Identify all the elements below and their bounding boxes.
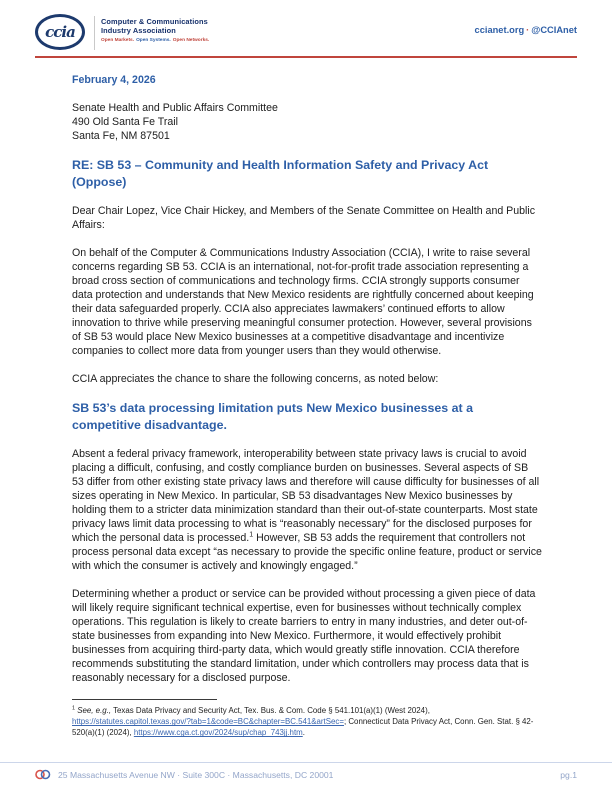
body-paragraph-2: Determining whether a product or service can be provided without processing a given piece of data will likely require significant technical expertise, even for businesses without technically complex operations. This regulation is likely to create barriers to entry in many industries, and deter out-of-state businesses from expanding into New Mexico. Furthermore, it would effectively prohibit businesses from acquiring third-party data, which would greatly stifle innovation. CCIA therefore recommends substituting the standard limitation, under which controllers may process data that is reasonably necessary for a disclosed purpose.	[72, 588, 536, 685]
body1-text-cont: However, SB 53 adds the requirement that controllers not process personal data except “as necessary to provide the specific online feature, product or service with which the consumer is actively and knowingly engaged.”	[72, 532, 542, 573]
header-contact	[475, 25, 577, 35]
ccia-logo-text: ccia	[45, 23, 75, 41]
footnote-citation-connecticut: ; Connecticut Data Privacy Act, Conn. Gen. Stat. § 42-520(a)(1) (2024),	[72, 717, 534, 738]
subject-line: RE: SB 53 – Community and Health Information Safety and Privacy Act (Oppose)	[72, 158, 489, 189]
footnote-marker: 1	[72, 705, 76, 712]
footer-rule	[0, 762, 612, 763]
social-handle-link[interactable]: @CCIAnet	[531, 25, 577, 35]
ccia-logo-icon	[35, 14, 85, 50]
recipient-line: Senate Health and Public Affairs Committee	[72, 102, 278, 114]
org-name-line1: Computer & Communications	[101, 17, 208, 26]
recipient-address	[72, 101, 542, 143]
recipient-line: 490 Old Santa Fe Trail	[72, 116, 178, 128]
footnote-rule	[72, 699, 217, 700]
org-tagline	[101, 38, 211, 44]
footnote-reference[interactable]: 1	[249, 531, 254, 539]
letterhead	[0, 0, 612, 58]
logo-divider	[94, 16, 95, 50]
recipient-line: Santa Fe, NM 87501	[72, 130, 170, 142]
tagline-networks: Open Networks.	[172, 38, 210, 43]
page-number: pg.1	[560, 769, 577, 780]
salutation: Dear Chair Lopez, Vice Chair Hickey, and Members of the Senate Committee on Health and Public Affairs:	[72, 205, 536, 232]
org-name-line2: Industry Association	[101, 26, 176, 35]
org-name-block	[101, 17, 211, 44]
footnote-link-texas[interactable]: https://statutes.capitol.texas.gov/?tab=1&code=BC&chapter=BC.541&artSec=	[72, 717, 344, 727]
footnote-see-eg: See, e.g.,	[75, 706, 112, 716]
tagline-systems: Open Systems.	[136, 38, 171, 43]
footnote	[72, 699, 542, 738]
footnote-link-connecticut[interactable]: https://www.cga.ct.gov/2024/sup/chap_743jj.htm	[133, 728, 303, 738]
footnote-text	[72, 705, 542, 738]
transition-paragraph: CCIA appreciates the chance to share the following concerns, as noted below:	[72, 373, 439, 386]
page-footer	[0, 762, 612, 792]
contact-separator: ·	[526, 25, 530, 35]
intro-paragraph: On behalf of the Computer & Communications Industry Association (CCIA), I write to raise several concerns regarding SB 53. CCIA is an international, not-for-profit trade association representing a broad cross section of communications and technology firms. CCIA strongly supports consumer data protection and understands that New Mexico residents are rightfully concerned about keeping their data safeguarded properly. CCIA also appreciates lawmakers’ continued efforts to allow innovation to thrive while preserving meaningful consumer protection. However, several provisions of SB 53 would place New Mexico businesses at a competitive disadvantage and incentivize companies to collect more data from younger users than they would otherwise.	[72, 247, 534, 358]
footnote-citation-texas: Texas Data Privacy and Security Act, Tex. Bus. & Com. Code § 541.101(a)(1) (West 2024),	[111, 706, 430, 716]
tagline-markets: Open Markets.	[101, 38, 135, 43]
footnote-period: .	[302, 728, 305, 738]
website-link[interactable]: ccianet.org	[474, 25, 525, 35]
footer-address: 25 Massachusetts Avenue NW · Suite 300C · Massachusetts, DC 20001	[58, 769, 334, 780]
letter-date: February 4, 2026	[72, 74, 156, 86]
ccia-circles-icon	[35, 769, 52, 780]
letter-body	[72, 58, 542, 752]
section-heading: SB 53’s data processing limitation puts New Mexico businesses at a competitive disadvantage.	[72, 401, 473, 432]
body-paragraph-1	[72, 447, 542, 573]
body1-text: Absent a federal privacy framework, interoperability between state privacy laws is crucial to avoid placing a difficult, confusing, and costly compliance burden on businesses. Several aspects of SB 53 differ from other existing state privacy laws and therefore will cause difficulty for businesses of all sizes operating in New Mexico. In particular, SB 53 disadvantages New Mexico businesses by holding them to a stricter data minimization standard than their out-of-state counterparts. Most state privacy laws limit data processing to what is “reasonably necessary” for the disclosed purposes for which the personal data is processed.	[72, 448, 540, 545]
